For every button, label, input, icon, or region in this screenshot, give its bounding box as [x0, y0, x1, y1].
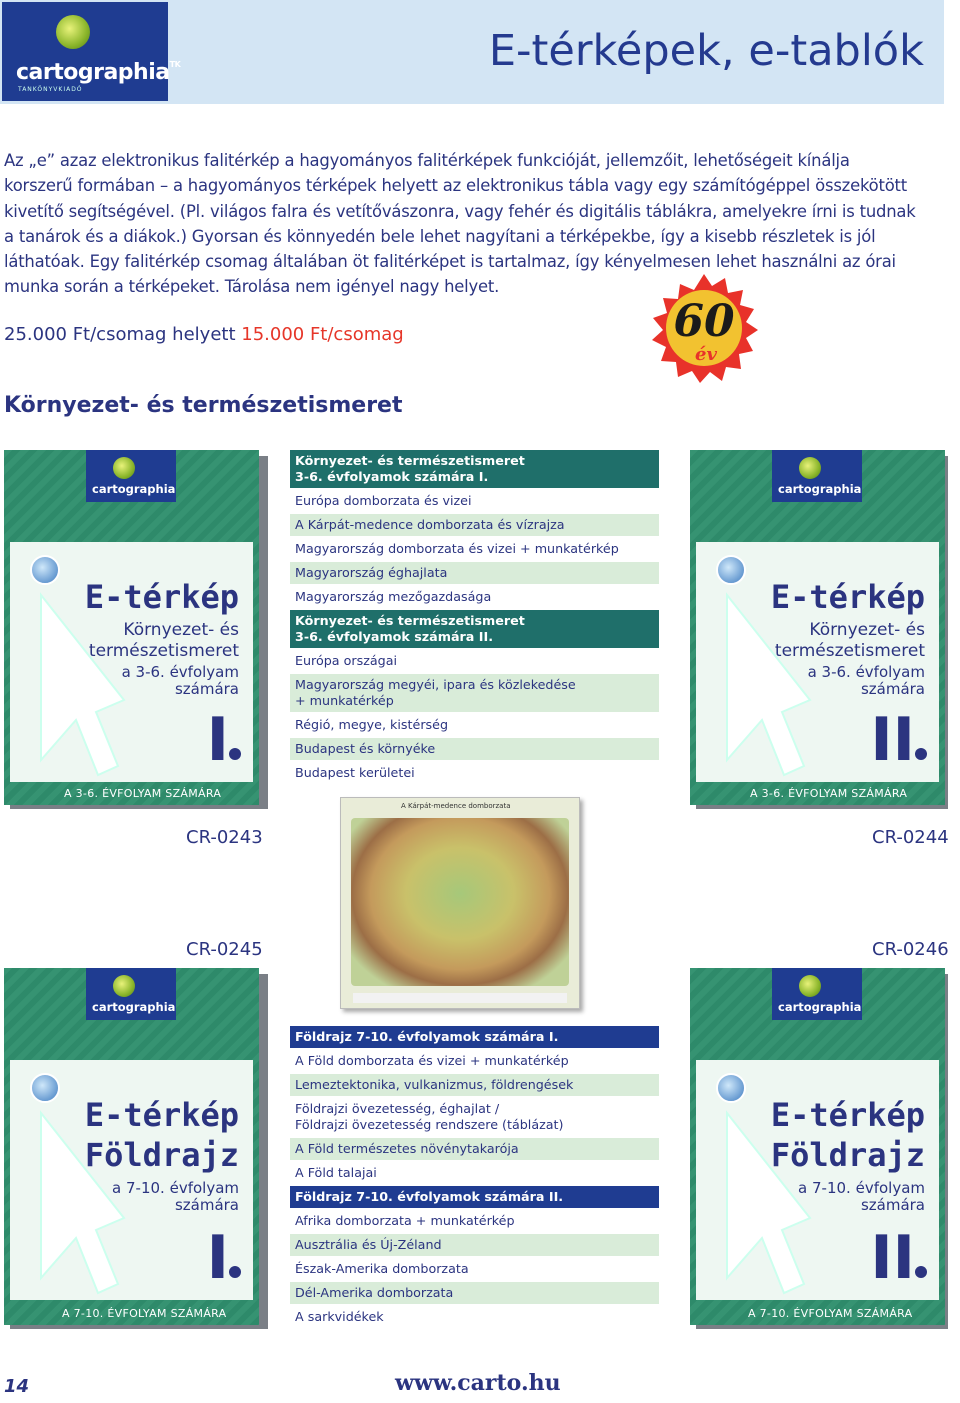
product-volume: I [206, 1223, 229, 1293]
product-footer: A 7-10. ÉVFOLYAM SZÁMÁRA [748, 1307, 913, 1320]
map-thumbnail[interactable] [340, 797, 580, 1009]
list-item: Afrika domborzata + munkatérkép [295, 1213, 515, 1228]
list-heading: Környezet- és természetismeret 3-6. évfolyamok számára II. [290, 610, 659, 648]
contents-list-1 [290, 450, 659, 786]
list-item: Magyarország éghajlata [290, 562, 659, 584]
earth-icon [30, 1073, 60, 1103]
list-item: Földrajzi övezetesség, éghajlat / Földrajzi övezetesség rendszere (táblázat) [295, 1101, 564, 1132]
map-title: A Kárpát-medence domborzata [401, 802, 511, 810]
product-volume: I [206, 705, 229, 775]
product-title: E-térkép [770, 578, 925, 616]
volume-dot [915, 748, 927, 760]
product-title: E-térkép [84, 1096, 239, 1134]
list-item: Budapest kerületei [295, 765, 415, 780]
earth-icon [716, 555, 746, 585]
product-logo-name: cartographia [778, 1000, 862, 1014]
product-grade: a 3-6. évfolyam számára [121, 663, 239, 698]
cartographia-logo[interactable] [2, 2, 181, 101]
list-item: Dél-Amerika domborzata [290, 1282, 659, 1304]
list-item: Európa domborzata és vizei [295, 493, 472, 508]
product-footer: A 3-6. ÉVFOLYAM SZÁMÁRA [750, 787, 908, 800]
product-subject: Környezet- és természetismeret [774, 620, 925, 661]
earth-icon [30, 555, 60, 585]
logo-name: cartographia [16, 60, 170, 85]
list-item: Magyarország domborzata és vizei + munkatérkép [295, 541, 619, 556]
volume-dot [229, 748, 241, 760]
list-heading: Földrajz 7-10. évfolyamok számára II. [290, 1186, 659, 1208]
list-item: Ausztrália és Új-Zéland [290, 1234, 659, 1256]
list-item: A Föld természetes növénytakarója [290, 1138, 659, 1160]
volume-dot [915, 1266, 927, 1278]
product-code: CR-0243 [186, 827, 263, 848]
product-title: E-térkép [770, 1096, 925, 1134]
list-heading: Földrajz 7-10. évfolyamok számára I. [290, 1026, 659, 1048]
list-item: A sarkvidékek [295, 1309, 384, 1324]
list-item: Lemeztektonika, vulkanizmus, földrengések [290, 1074, 659, 1096]
website-link[interactable]: www.carto.hu [395, 1370, 561, 1396]
list-item: A Föld talajai [295, 1165, 377, 1180]
product-grade: a 7-10. évfolyam számára [798, 1179, 925, 1214]
product-logo-name: cartographia [92, 1000, 176, 1014]
badge-number: 60 [673, 296, 735, 347]
logo-sub: TANKÖNYVKIADÓ [18, 86, 83, 93]
product-grade: a 3-6. évfolyam számára [807, 663, 925, 698]
page-number: 14 [4, 1376, 30, 1397]
product-box[interactable] [4, 968, 259, 1325]
product-subject: Környezet- és természetismeret [88, 620, 239, 661]
product-logo-name: cartographia [92, 482, 176, 496]
product-title: E-térkép [84, 578, 239, 616]
price-line [4, 324, 404, 345]
badge-label: év [695, 344, 717, 365]
globe-icon [799, 457, 821, 479]
map-footer-strip [353, 993, 567, 1003]
list-item: Magyarország mezőgazdasága [295, 589, 492, 604]
product-box[interactable] [4, 450, 259, 805]
product-code: CR-0245 [186, 939, 263, 960]
globe-icon [113, 975, 135, 997]
intro-paragraph: Az „e” azaz elektronikus falitérkép a hagyományos falitérképek funkcióját, jellemzőit, lehetőségeit kínálja korszerű formában – a hagyományos térképek helyett az elektronikus tábla vagy egy számítógéppel összekötött kivetítő segítségével. (Pl. világos falra és vetítővászonra, vagy fehér és digitális táblákra, amelyekre írni is tudnak a tanárok és a diákok.) Gyorsan és könnyedén bele lehet nagyítani a térképekbe, így a kisebb részletek is jól láthatóak. Egy falitérkép csomag általában öt falitérképet is tartalmaz, így kényelmesen lehet használni az órai munka során a térképeket. Tárolása nem igényel nagy helyet. [4, 151, 916, 297]
list-item: Budapest és környéke [290, 738, 659, 760]
page-title: E-térképek, e-tablók [488, 26, 924, 76]
new-price: 15.000 Ft/csomag [241, 324, 404, 345]
logo-tm: TK [169, 60, 181, 69]
product-subject: Földrajz [770, 1136, 925, 1174]
product-code: CR-0244 [872, 827, 949, 848]
globe-icon [799, 975, 821, 997]
volume-dot [229, 1266, 241, 1278]
list-heading: Környezet- és természetismeret 3-6. évfolyamok számára I. [290, 450, 659, 488]
product-grade: a 7-10. évfolyam számára [112, 1179, 239, 1214]
product-logo [86, 450, 176, 502]
product-box[interactable] [690, 450, 945, 805]
list-item: A Föld domborzata és vizei + munkatérkép [295, 1053, 569, 1068]
relief-map [351, 818, 569, 986]
product-logo [772, 450, 862, 502]
globe-icon [56, 15, 90, 49]
list-item: Régió, megye, kistérség [295, 717, 449, 732]
product-code: CR-0246 [872, 939, 949, 960]
product-footer: A 3-6. ÉVFOLYAM SZÁMÁRA [64, 787, 222, 800]
cursor-arrow-icon [36, 590, 126, 780]
earth-icon [716, 1073, 746, 1103]
list-item: A Kárpát-medence domborzata és vízrajza [290, 514, 659, 536]
product-footer: A 7-10. ÉVFOLYAM SZÁMÁRA [62, 1307, 227, 1320]
list-item: Magyarország megyéi, ipara és közlekedése + munkatérkép [290, 674, 659, 712]
contents-list-2 [290, 1026, 659, 1330]
list-item: Észak-Amerika domborzata [295, 1261, 469, 1276]
old-price: 25.000 Ft/csomag helyett [4, 324, 236, 345]
product-logo [772, 968, 862, 1020]
anniversary-badge [648, 272, 760, 384]
product-volume: II [870, 705, 915, 775]
product-volume: II [870, 1223, 915, 1293]
cursor-arrow-icon [722, 590, 812, 780]
product-logo [86, 968, 176, 1020]
product-logo-name: cartographia [778, 482, 862, 496]
section-title: Környezet- és természetismeret [4, 393, 403, 418]
globe-icon [113, 457, 135, 479]
product-subject: Földrajz [84, 1136, 239, 1174]
product-box[interactable] [690, 968, 945, 1325]
list-item: Európa országai [295, 653, 397, 668]
